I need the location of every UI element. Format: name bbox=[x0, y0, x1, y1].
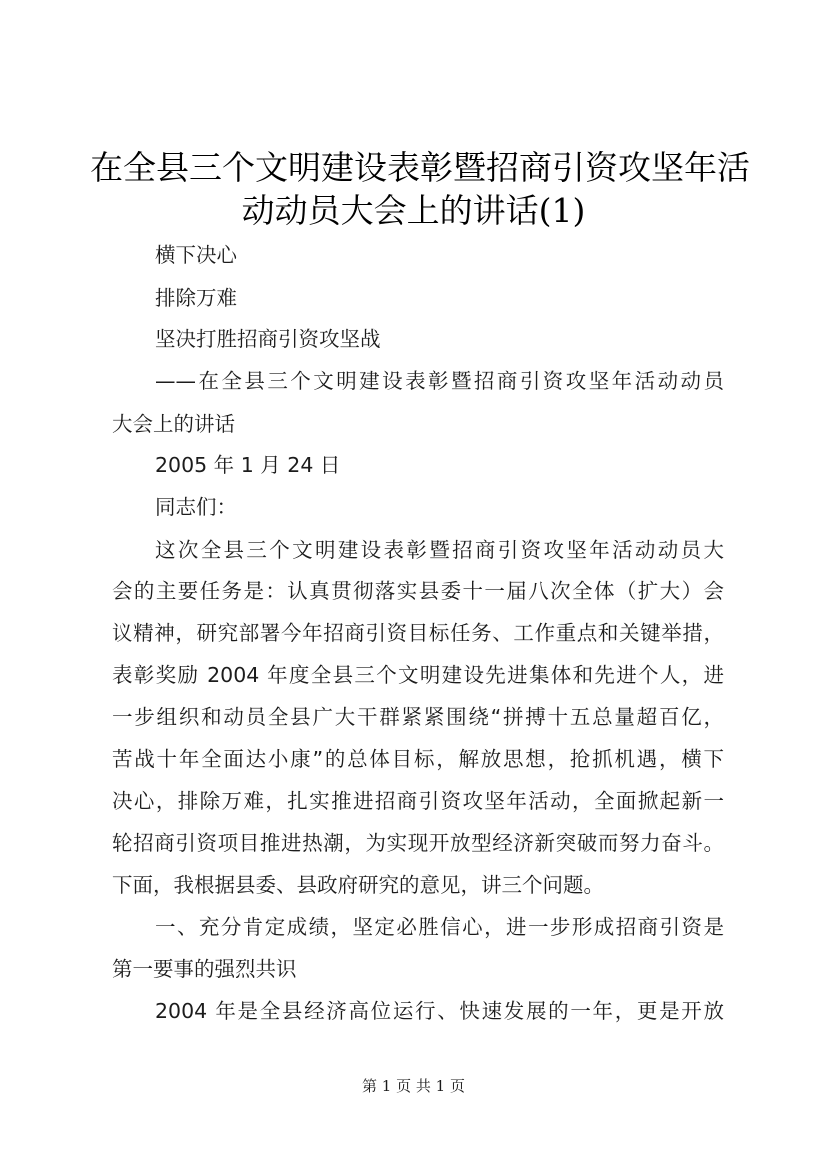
heading-line: 排除万难 bbox=[155, 286, 237, 310]
salutation: 同志们： bbox=[155, 495, 237, 519]
page-footer: 第 1 页 共 1 页 bbox=[362, 1077, 465, 1095]
heading-line: 坚决打胜招商引资攻坚战 bbox=[155, 327, 381, 351]
document-title-line-1: 在全县三个文明建设表彰暨招商引资攻坚年活 bbox=[90, 148, 750, 187]
paragraph-line: 表彰奖励 2004 年度全县三个文明建设先进集体和先进个人，进 bbox=[112, 663, 724, 687]
paragraph-line: 这次全县三个文明建设表彰暨招商引资攻坚年活动动员大 bbox=[155, 538, 724, 562]
heading-line: 横下决心 bbox=[155, 243, 237, 267]
section-heading-line: 一、充分肯定成绩，坚定必胜信心，进一步形成招商引资是 bbox=[155, 915, 724, 939]
paragraph-line: 一步组织和动员全县广大干群紧紧围绕“拼搏十五总量超百亿， bbox=[112, 705, 724, 729]
section-heading-line: 第一要事的强烈共识 bbox=[112, 957, 297, 981]
document-title-line-2: 动动员大会上的讲话(1) bbox=[241, 191, 586, 230]
paragraph-line: 会的主要任务是：认真贯彻落实县委十一届八次全体（扩大）会 bbox=[112, 579, 724, 603]
paragraph-line: 议精神，研究部署今年招商引资目标任务、工作重点和关键举措， bbox=[112, 621, 724, 645]
subtitle-line: ——在全县三个文明建设表彰暨招商引资攻坚年活动动员 bbox=[155, 369, 724, 393]
subtitle-line: 大会上的讲话 bbox=[112, 412, 235, 436]
date-line: 2005 年 1 月 24 日 bbox=[155, 453, 341, 477]
paragraph-line: 2004 年是全县经济高位运行、快速发展的一年，更是开放 bbox=[155, 999, 724, 1023]
paragraph-line: 决心，排除万难，扎实推进招商引资攻坚年活动，全面掀起新一 bbox=[112, 789, 724, 813]
paragraph-line: 下面，我根据县委、县政府研究的意见，讲三个问题。 bbox=[112, 873, 604, 897]
paragraph-line: 苦战十年全面达小康”的总体目标，解放思想，抢抓机遇，横下 bbox=[112, 747, 724, 771]
paragraph-line: 轮招商引资项目推进热潮，为实现开放型经济新突破而努力奋斗。 bbox=[112, 831, 724, 855]
